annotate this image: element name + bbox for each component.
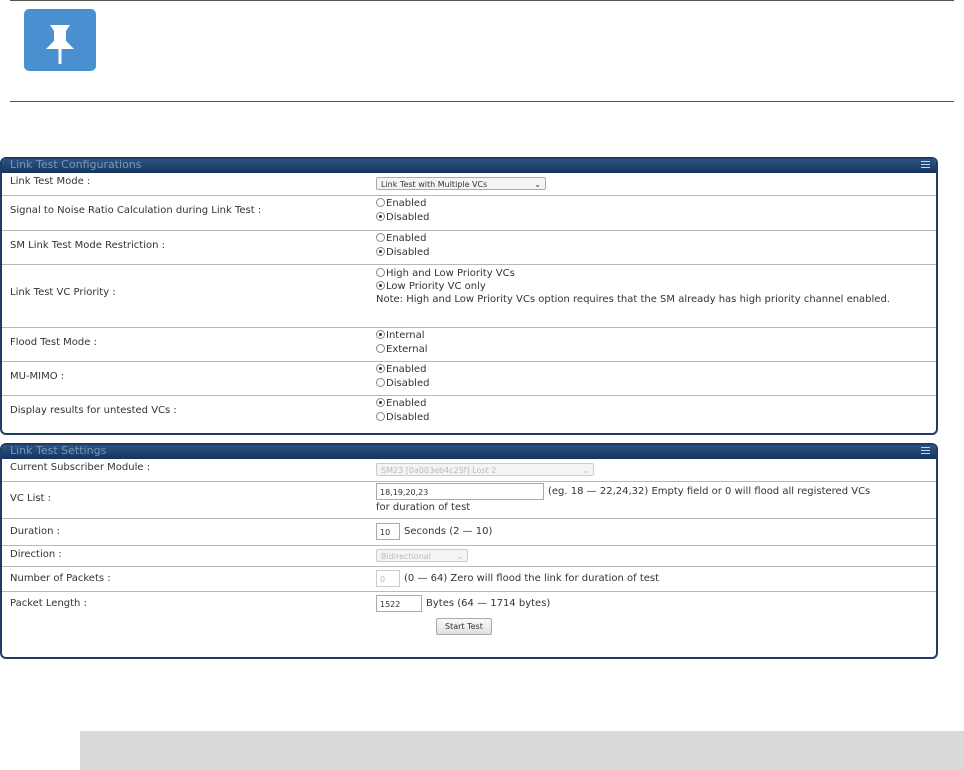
link-test-mode-select[interactable] xyxy=(376,177,546,190)
untested-vcs-label: Display results for untested VCs : xyxy=(10,405,177,416)
radio-button-selected[interactable] xyxy=(376,212,385,221)
mu-mimo-enabled-option[interactable] xyxy=(376,363,930,377)
duration-input[interactable]: 10 xyxy=(376,523,400,540)
duration-row xyxy=(2,519,936,546)
vc-list-label: VC List : xyxy=(10,493,52,504)
panel-title: Link Test Settings xyxy=(10,444,107,457)
packet-length-row xyxy=(2,592,936,640)
current-sm-row xyxy=(2,459,936,482)
snr-disabled-option[interactable] xyxy=(376,211,930,225)
radio-button-selected[interactable] xyxy=(376,281,385,290)
menu-icon[interactable] xyxy=(921,447,930,455)
mu-mimo-label: MU-MIMO : xyxy=(10,371,65,382)
flood-internal-option[interactable] xyxy=(376,329,930,343)
snr-row xyxy=(2,196,936,231)
pushpin-icon xyxy=(24,9,96,71)
vc-priority-row xyxy=(2,265,936,328)
radio-button[interactable] xyxy=(376,344,385,353)
radio-button[interactable] xyxy=(376,412,385,421)
radio-button-selected[interactable] xyxy=(376,247,385,256)
vc-list-hint: (eg. 18 — 22,24,32) Empty field or 0 will flood all registered VCs xyxy=(548,486,871,497)
link-test-settings-panel xyxy=(0,443,938,659)
chevron-down-icon: ⌄ xyxy=(534,180,541,189)
panel-header xyxy=(2,159,936,173)
number-of-packets-label: Number of Packets : xyxy=(10,573,111,584)
direction-label: Direction : xyxy=(10,549,62,560)
option-label: Enabled xyxy=(386,198,427,209)
option-label: Low Priority VC only xyxy=(386,281,486,292)
chevron-down-icon: ⌄ xyxy=(456,552,463,561)
start-test-button[interactable]: Start Test xyxy=(436,618,492,635)
snr-enabled-option[interactable] xyxy=(376,197,930,211)
current-sm-value: SM23 [0a003eb4c25f] Lost 2 xyxy=(381,466,497,475)
mu-mimo-row xyxy=(2,362,936,396)
note-bottom-rule xyxy=(10,101,954,102)
flood-test-mode-row xyxy=(2,328,936,362)
vc-priority-note: Note: High and Low Priority VCs option requires that the SM already has high priority channel enabled. xyxy=(376,294,890,305)
sm-restriction-label: SM Link Test Mode Restriction : xyxy=(10,240,165,251)
untested-vcs-row xyxy=(2,396,936,429)
packet-length-hint: Bytes (64 — 1714 bytes) xyxy=(426,598,551,609)
radio-button-selected[interactable] xyxy=(376,330,385,339)
snr-label: Signal to Noise Ratio Calculation during Link Test : xyxy=(10,205,262,216)
direction-select[interactable] xyxy=(376,549,468,562)
option-label: Disabled xyxy=(386,212,430,223)
vc-priority-low-only-option[interactable] xyxy=(376,280,930,293)
vc-priority-high-low-option[interactable] xyxy=(376,267,930,280)
flood-external-option[interactable] xyxy=(376,343,930,357)
caution-bar xyxy=(80,731,964,770)
link-test-mode-row xyxy=(2,173,936,196)
number-of-packets-row xyxy=(2,567,936,592)
option-label: Internal xyxy=(386,330,425,341)
option-label: Enabled xyxy=(386,233,427,244)
sm-restriction-enabled-option[interactable] xyxy=(376,232,930,246)
top-rule xyxy=(10,0,954,1)
panel-title: Link Test Configurations xyxy=(10,158,142,171)
radio-button[interactable] xyxy=(376,233,385,242)
vc-list-input[interactable]: 18,19,20,23 xyxy=(376,483,544,500)
current-sm-label: Current Subscriber Module : xyxy=(10,462,151,473)
number-of-packets-hint: (0 — 64) Zero will flood the link for duration of test xyxy=(404,573,660,584)
current-sm-select[interactable] xyxy=(376,463,594,476)
vc-priority-label: Link Test VC Priority : xyxy=(10,287,116,298)
direction-value: Bidirectional xyxy=(381,552,431,561)
sm-restriction-disabled-option[interactable] xyxy=(376,246,930,260)
menu-icon[interactable] xyxy=(921,161,930,169)
untested-enabled-option[interactable] xyxy=(376,397,930,411)
panel-header xyxy=(2,445,936,459)
flood-test-mode-label: Flood Test Mode : xyxy=(10,337,97,348)
option-label: Disabled xyxy=(386,378,430,389)
option-label: Disabled xyxy=(386,412,430,423)
packet-length-label: Packet Length : xyxy=(10,598,87,609)
link-test-configurations-panel xyxy=(0,157,938,435)
option-label: Disabled xyxy=(386,247,430,258)
radio-button-selected[interactable] xyxy=(376,398,385,407)
radio-button[interactable] xyxy=(376,198,385,207)
vc-list-row xyxy=(2,482,936,519)
chevron-down-icon: ⌄ xyxy=(582,466,589,475)
duration-label: Duration : xyxy=(10,526,60,537)
radio-button-selected[interactable] xyxy=(376,364,385,373)
option-label: External xyxy=(386,344,428,355)
radio-button[interactable] xyxy=(376,268,385,277)
option-label: Enabled xyxy=(386,398,427,409)
mu-mimo-disabled-option[interactable] xyxy=(376,377,930,391)
sm-restriction-row xyxy=(2,231,936,265)
link-test-mode-value: Link Test with Multiple VCs xyxy=(381,180,488,189)
radio-button[interactable] xyxy=(376,378,385,387)
packet-length-input[interactable]: 1522 xyxy=(376,595,422,612)
vc-list-hint-continued: for duration of test xyxy=(376,502,471,513)
option-label: Enabled xyxy=(386,364,427,375)
direction-row xyxy=(2,546,936,567)
untested-disabled-option[interactable] xyxy=(376,411,930,425)
number-of-packets-input[interactable]: 0 xyxy=(376,570,400,587)
link-test-mode-label: Link Test Mode : xyxy=(10,176,91,187)
option-label: High and Low Priority VCs xyxy=(386,268,515,279)
duration-hint: Seconds (2 — 10) xyxy=(404,526,493,537)
